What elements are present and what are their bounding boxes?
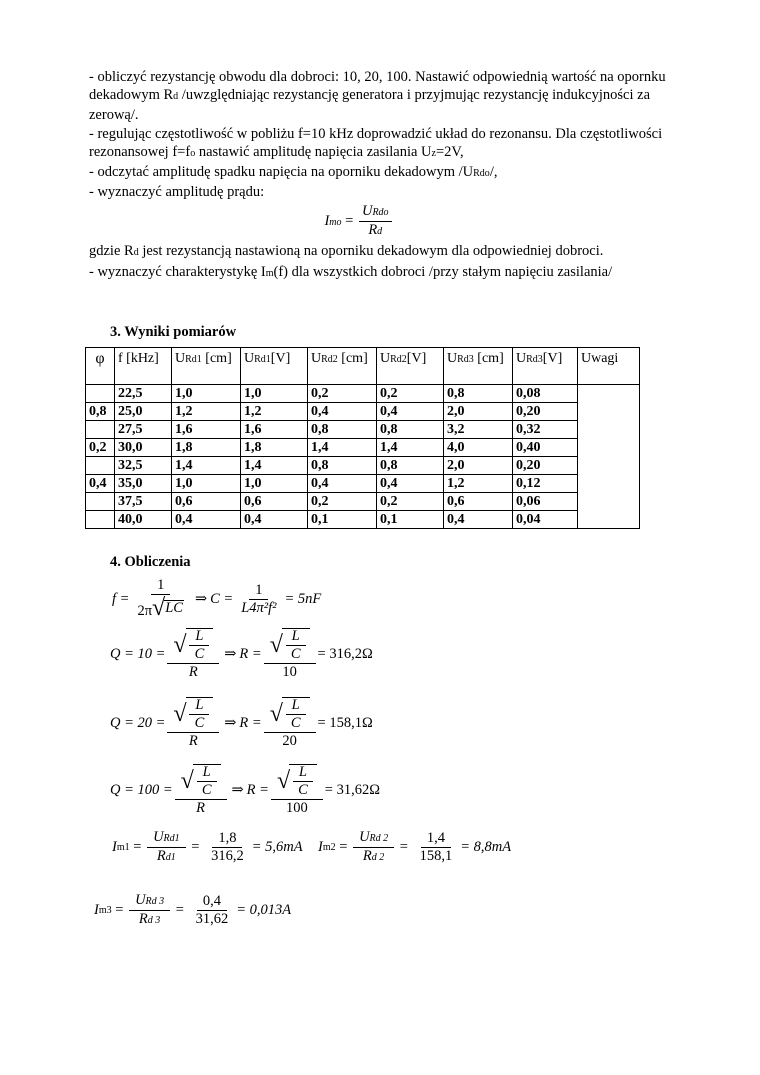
header-urd1-v: URd1[V] <box>241 348 308 385</box>
table-row: 0,8 25,0 1,2 1,2 0,4 0,4 2,0 0,20 <box>86 403 640 421</box>
remarks-cell <box>578 385 640 529</box>
formula-q10: Q = 10 = √ $\frac{L}{C}$ R ⇒ R = √ $\frac{L}{C}$ 10 = 316,2Ω <box>110 628 373 680</box>
header-urd2-cm: URd2 [cm] <box>308 348 377 385</box>
header-frequency: f [kHz] <box>115 348 172 385</box>
header-urd3-v: URd3[V] <box>513 348 578 385</box>
formula-q100: Q = 100 = √ $\frac{L}{C}$ R ⇒ R = √ $\frac{L}{C}$ 100 = 31,62Ω <box>110 764 381 816</box>
section-4-heading: 4. Obliczenia <box>110 554 191 570</box>
formula-im1: I m1 = $\frac{\text{URd1}}{Rd1}$ = $\frac{1,8}{316,2}$ = 5,6mA <box>112 829 303 864</box>
table-row: 32,5 1,4 1,4 0,8 0,8 2,0 0,20 <box>86 457 640 475</box>
instruction-resonance: - regulując częstotliwość w pobliżu f=10 kHz doprowadzić układ do rezonansu. Dla częstotliwości rezonansowej f=fo nastawić amplitudę napięcia zasilania Uz=2V, <box>89 125 663 160</box>
table-row: 37,5 0,6 0,6 0,2 0,2 0,6 0,06 <box>86 493 640 511</box>
section-3-heading: 3. Wyniki pomiarów <box>110 324 237 340</box>
formula-imo: Imo = $\frac{\text{URdo}}{Rd}$ <box>89 204 669 239</box>
formula-im3: I m3 = $\frac{\text{URd 3}}{Rd 3}$ = $\frac{0,4}{31,62}$ = 0,013A <box>94 892 292 927</box>
header-remarks: Uwagi <box>578 348 640 385</box>
header-urd3-cm: URd3 [cm] <box>444 348 513 385</box>
formula-im2: I m2 = $\frac{\text{URd 2}}{Rd 2}$ = $\frac{1,4}{158,1}$ = 8,8mA <box>318 829 512 864</box>
table-row: 0,4 35,0 1,0 1,0 0,4 0,4 1,2 0,12 <box>86 475 640 493</box>
table-row: 0,2 30,0 1,8 1,8 1,4 1,4 4,0 0,40 <box>86 439 640 457</box>
header-urd1-cm: URd1 [cm] <box>172 348 241 385</box>
table-row: 27,5 1,6 1,6 0,8 0,8 3,2 0,32 <box>86 421 640 439</box>
header-phi: φ <box>86 348 115 385</box>
formula-capacitance: f = 1 2π √ LC ⇒ C = $\frac{1}{\text{L4π²f²}}$ = 5nF <box>112 577 322 621</box>
formula-imo-fraction: $\frac{\text{URdo}}{Rd}$ <box>359 204 392 239</box>
instruction-read-voltage: - odczytać amplitudę spadku napięcia na oporniku dekadowym /URdo/, <box>89 164 498 181</box>
instruction-resistance: - obliczyć rezystancję obwodu dla dobroci: 10, 20, 100. Nastawić odpowiednią wartość na opornku dekadowym Rd /uwzględniając rezystancję generatora i przyjmując rezystancję indukcyjności za zerową/. <box>89 69 666 124</box>
results-table <box>85 347 640 529</box>
instructions-text <box>89 68 669 283</box>
table-row: 22,5 1,0 1,0 0,2 0,2 0,8 0,08 <box>86 385 640 403</box>
instruction-characteristic: - wyznaczyć charakterystykę Im(f) dla wszystkich dobroci /przy stałym napięciu zasilania/ <box>89 263 613 280</box>
table-header-row <box>86 348 640 385</box>
formula-q20: Q = 20 = √ $\frac{L}{C}$ R ⇒ R = √ $\frac{L}{C}$ 20 = 158,1Ω <box>110 697 373 749</box>
instruction-current: - wyznaczyć amplitudę prądu: <box>89 184 265 201</box>
table-row: 40,0 0,4 0,4 0,1 0,1 0,4 0,04 <box>86 511 640 529</box>
instruction-where: gdzie Rd jest rezystancją nastawioną na oporniku dekadowym dla odpowiedniej dobroci. <box>89 243 604 260</box>
header-urd2-v: URd2[V] <box>377 348 444 385</box>
